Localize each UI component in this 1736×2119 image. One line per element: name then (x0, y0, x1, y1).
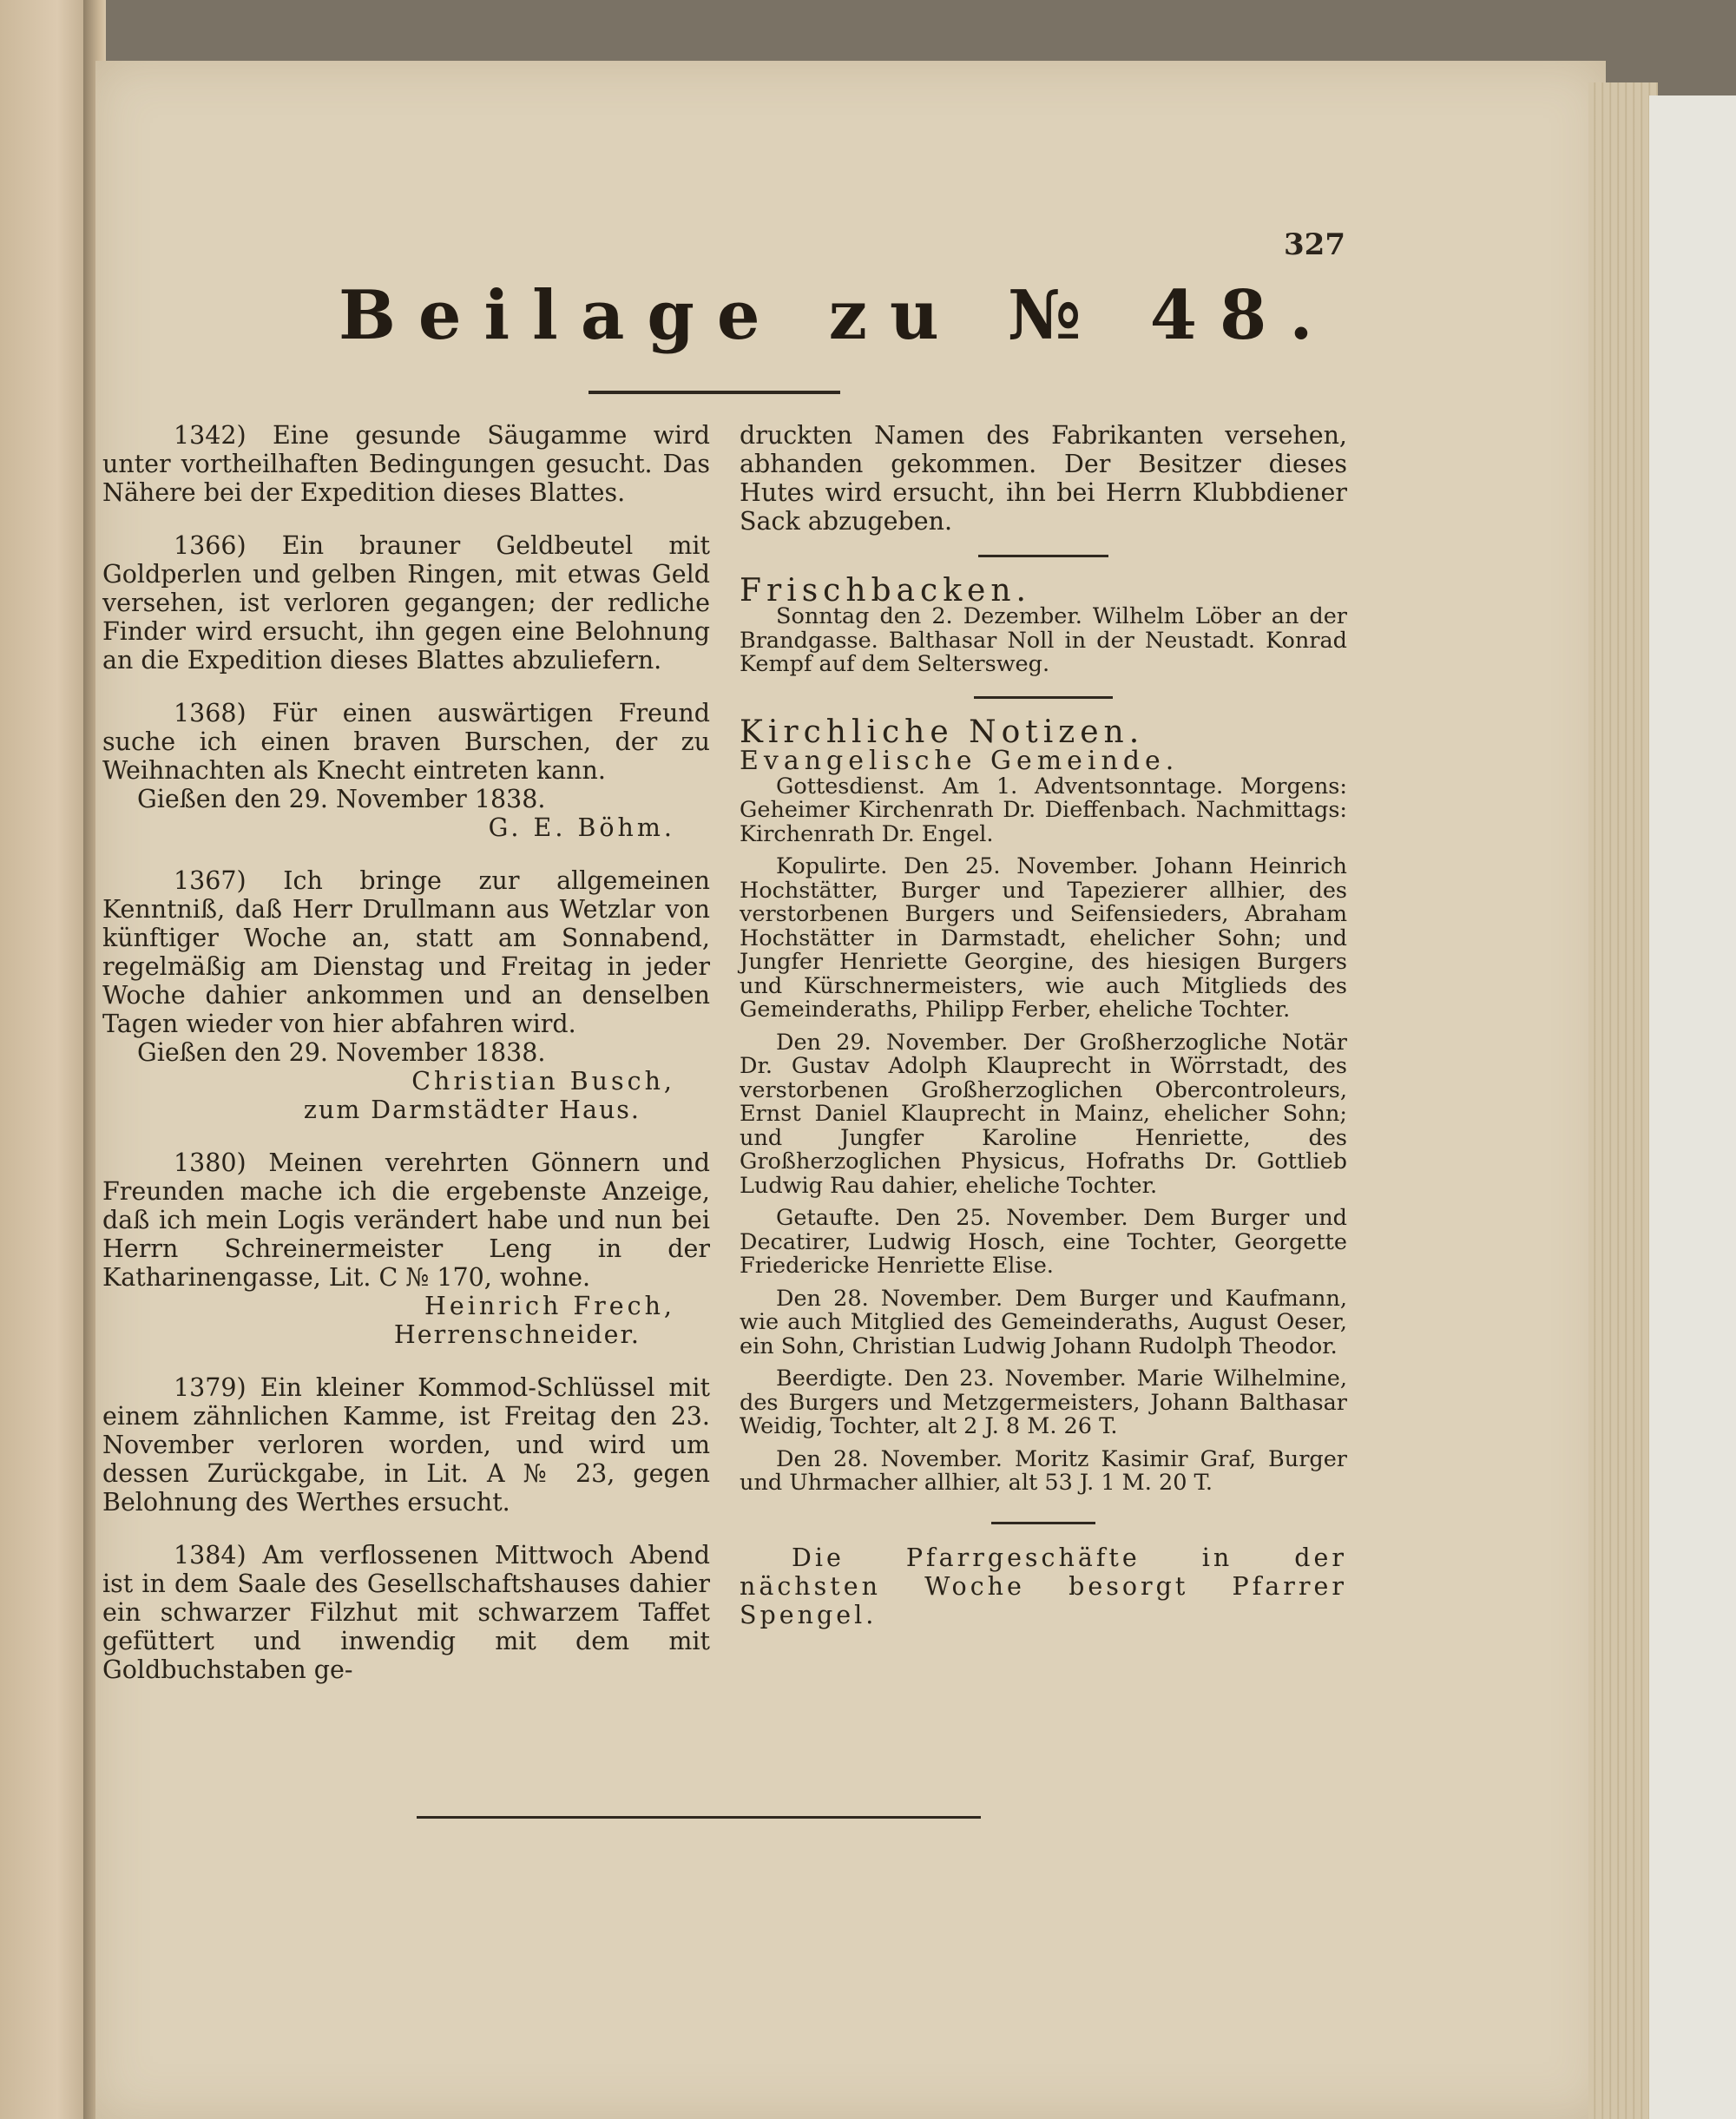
left-column (102, 421, 710, 1708)
notice-date: Gießen den 29. November 1838. (137, 1038, 546, 1067)
notice-signature: Heinrich Frech, (424, 1292, 675, 1320)
notice-text: 1342) Eine gesunde Säugamme wird unter vortheilhaften Bedingungen gesucht. Das Nähere bei der Expedition dieses Blattes. (102, 421, 710, 507)
entry-getaufte-1: Getaufte. Den 25. November. Dem Burger und Decatirer, Ludwig Hosch, eine Tochter, Georgette Friedericke Henriette Elise. (740, 1205, 1347, 1279)
section-rule (974, 696, 1113, 699)
notice-text: 1380) Meinen verehrten Gönnern und Freunden mache ich die ergebenste Anzeige, daß ich mein Logis verändert habe und nun bei Herrn Schreinermeister Leng in der Katharinengasse, Lit. C № 170, wohne. (102, 1148, 710, 1292)
notice-date: Gießen den 29. November 1838. (137, 785, 546, 813)
closing-note: Die Pfarrgeschäfte in der nächsten Woche besorgt Pfarrer Spengel. (740, 1543, 1347, 1629)
notice-1384 (102, 1541, 710, 1684)
page-number: 327 (1284, 227, 1345, 262)
page-stack-edges (1588, 82, 1658, 2119)
notice-signature: Christian Busch, (411, 1067, 675, 1096)
kirchliche-notizen-title: Kirchliche Notizen. (740, 714, 1145, 750)
notice-1368 (102, 699, 710, 842)
notice-1380 (102, 1148, 710, 1349)
notice-1366 (102, 531, 710, 675)
frischbacken-text: Sonntag den 2. Dezember. Wilhelm Löber an der Brandgasse. Balthasar Noll in der Neustadt. Konrad Kempf auf dem Seltersweg. (740, 603, 1347, 677)
notice-signature-address: zum Darmstädter Haus. (303, 1096, 641, 1124)
entry-beerdigte-1: Beerdigte. Den 23. November. Marie Wilhelmine, des Burgers und Metzgermeisters, Johann Balthasar Weidig, Tochter, alt 2 J. 8 M. 26 T. (740, 1366, 1347, 1439)
section-rule (991, 1522, 1095, 1524)
notice-1342 (102, 421, 710, 507)
notice-text: 1366) Ein brauner Geldbeutel mit Goldperlen und gelben Ringen, mit etwas Geld versehen, ist verloren gegangen; der redliche Finder wird ersucht, ihn gegen eine Belohnung an die Expedition dieses Blattes abzuliefern. (102, 531, 710, 675)
section-rule (978, 555, 1108, 557)
left-page-edge (0, 0, 95, 2119)
notice-text: 1384) Am verflossenen Mittwoch Abend ist in dem Saale des Gesellschaftshauses dahier ein schwarzer Filzhut mit schwarzem Taffet gefüttert und inwendig mit dem mit Goldbuchstaben ge- (102, 1541, 710, 1684)
notice-text: 1379) Ein kleiner Kommod-Schlüssel mit einem zähnlichen Kamme, ist Freitag den 23. November verloren worden, und wird um dessen Zurückgabe, in Lit. A № 23, gegen Belohnung des Werthes ersucht. (102, 1373, 710, 1517)
gemeinde-subtitle: Evangelische Gemeinde. (740, 745, 1180, 776)
entry-getaufte-2: Den 28. November. Dem Burger und Kaufmann, wie auch Mitglied des Gemeinderaths, August Oeser, ein Sohn, Christian Ludwig Johann Rudolph Theodor. (740, 1285, 1347, 1359)
notice-1367 (102, 866, 710, 1124)
right-column (740, 421, 1347, 1629)
notice-text: 1368) Für einen auswärtigen Freund suche ich einen braven Burschen, der zu Weihnachten als Knecht eintreten kann. (102, 699, 710, 785)
entry-kopulirte-2: Den 29. November. Der Großherzogliche Notär Dr. Gustav Adolph Klauprecht in Wörrstadt, des verstorbenen Großherzoglichen Obercontroleurs, Ernst Daniel Klauprecht in Mainz, ehelicher Sohn; und Jungfer Karoline Henriette, des Großherzoglichen Physicus, Hofraths Dr. Gottlieb Ludwig Rau dahier, eheliche Tochter. (740, 1029, 1347, 1199)
church-entries (740, 775, 1347, 1496)
notice-1379 (102, 1373, 710, 1517)
continuation-text: druckten Namen des Fabrikanten versehen, abhanden gekommen. Der Besitzer dieses Hutes wird ersucht, ihn bei Herrn Klubbdiener Sack abzugeben. (740, 421, 1347, 536)
frischbacken-section (740, 605, 1347, 677)
page-heading: Beilage zu № 48. (339, 276, 1336, 355)
notice-signature-title: Herrenschneider. (393, 1320, 641, 1349)
entry-gottesdienst: Gottesdienst. Am 1. Adventsonntage. Morgens: Geheimer Kirchenrath Dr. Dieffenbach. Nachmittags: Kirchenrath Dr. Engel. (740, 773, 1347, 847)
notice-text: 1367) Ich bringe zur allgemeinen Kenntniß, daß Herr Drullmann aus Wetzlar von künftiger Woche an, statt am Sonnabend, regelmäßig am Dienstag und Freitag in jeder Woche dahier ankommen und an denselben Tagen wieder von hier abfahren wird. (102, 866, 710, 1038)
frischbacken-title: Frischbacken. (740, 573, 1031, 609)
entry-kopulirte-1: Kopulirte. Den 25. November. Johann Heinrich Hochstätter, Burger und Tapezierer allhier, des verstorbenen Burgers und Seifensieders, Abraham Hochstätter in Darmstadt, ehelicher Sohn; und Jungfer Henriette Georgine, des hiesigen Burgers und Kürschnermeisters, wie auch Mitglieds des Gemeinderaths, Philipp Ferber, eheliche Tochter. (740, 853, 1347, 1023)
bottom-rule (417, 1816, 981, 1819)
entry-beerdigte-2: Den 28. November. Moritz Kasimir Graf, Burger und Uhrmacher allhier, alt 53 J. 1 M. 20 T. (740, 1445, 1347, 1496)
notice-signature: G. E. Böhm. (488, 813, 675, 842)
heading-rule (589, 391, 840, 394)
scan-margin (1649, 95, 1736, 2119)
notice-1384-continuation (740, 421, 1347, 536)
